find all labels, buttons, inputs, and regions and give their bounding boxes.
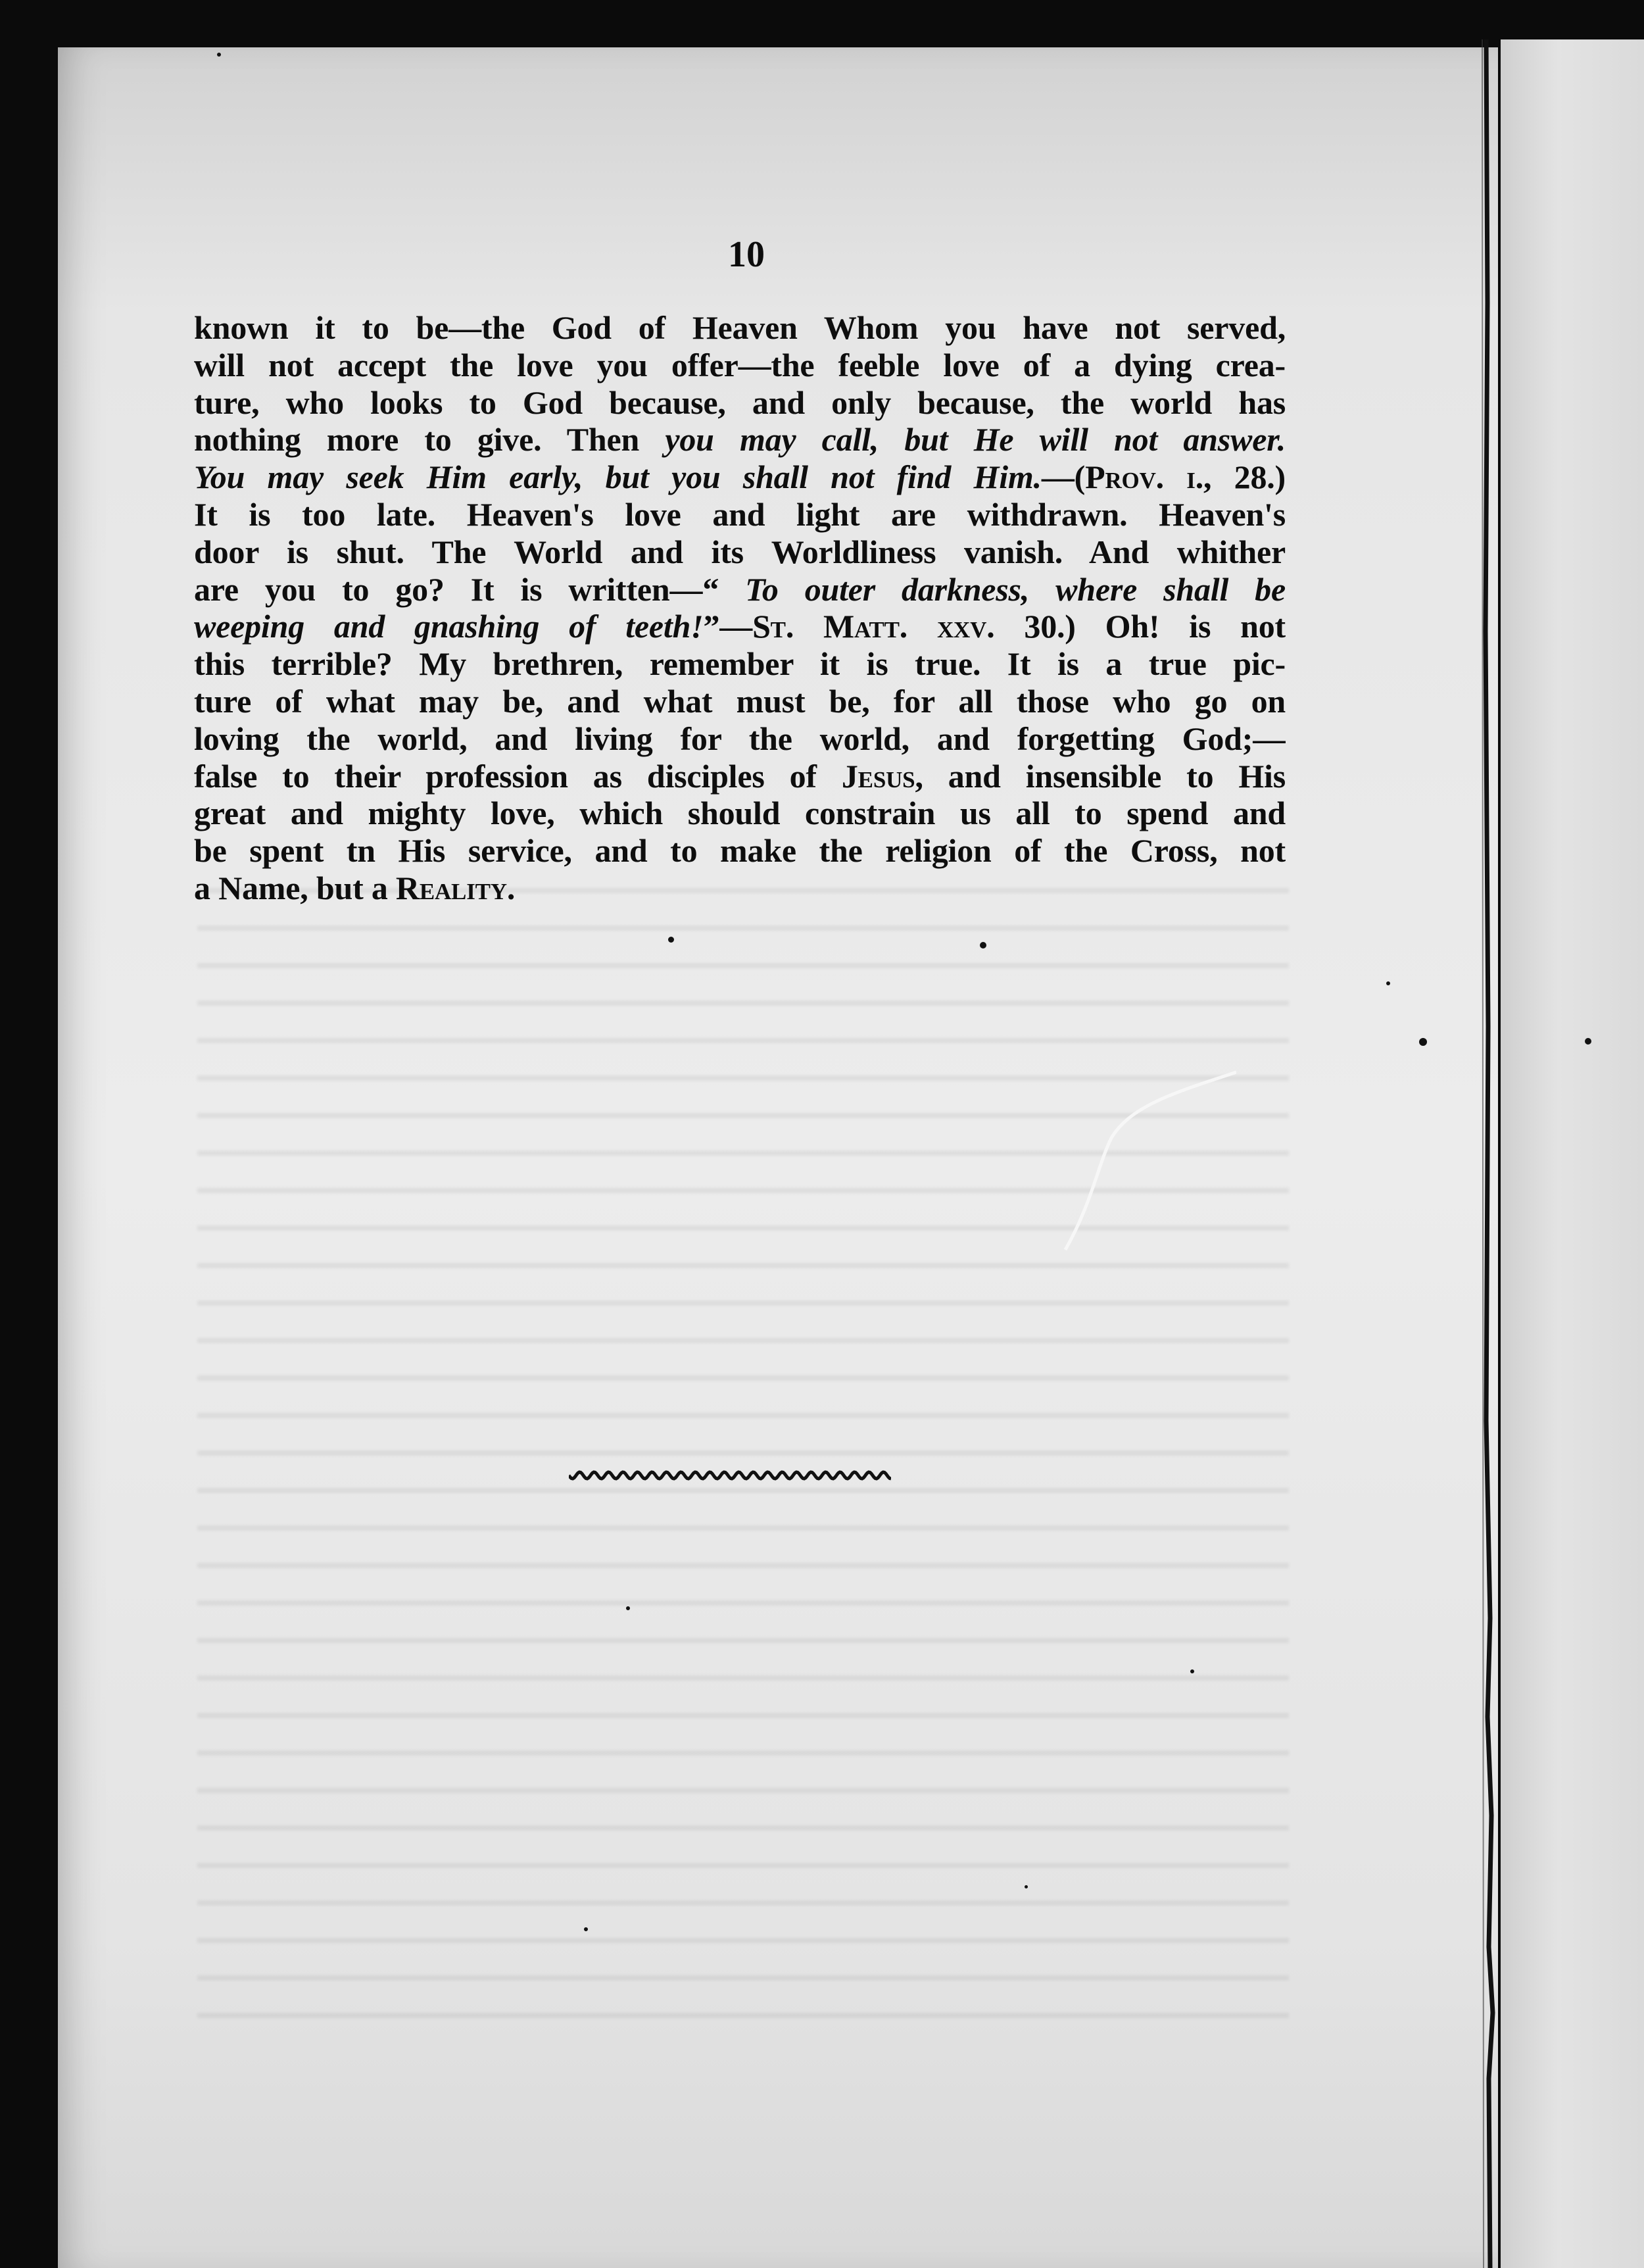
- text-line: [194, 496, 1286, 533]
- page-fold-line: [1477, 39, 1503, 2268]
- ink-speck: [1190, 1669, 1194, 1673]
- end-ornament-rule: [569, 1466, 891, 1485]
- text-run: .: [506, 869, 516, 906]
- text-line: [194, 571, 1286, 608]
- text-line: [194, 347, 1286, 384]
- text-line: [194, 683, 1286, 720]
- text-line: [194, 421, 1286, 458]
- italic-text: To outer darkness, where shall be: [719, 570, 1286, 608]
- paper-scuff: [960, 1066, 1236, 1263]
- body-text: [194, 309, 1286, 907]
- italic-text: You may seek Him early, but you shall not find Him.: [194, 458, 1042, 496]
- show-through-texture: [197, 862, 1289, 2026]
- text-run: ture of what may be, and what must be, for all those who go on: [194, 682, 1286, 720]
- next-page-edge: [1501, 39, 1644, 2268]
- text-run: are you to go? It is written—“: [194, 570, 719, 608]
- text-run: ”—: [703, 608, 753, 645]
- text-run: , 28.): [1203, 458, 1286, 496]
- text-line: [194, 870, 1286, 907]
- text-line: [194, 720, 1286, 758]
- text-line: [194, 458, 1286, 496]
- text-run: be spent tn His service, and to make the religion of the Cross, not: [194, 832, 1286, 870]
- text-run: loving the world, and living for the world, and forgetting God;—: [194, 720, 1286, 757]
- text-line: [194, 795, 1286, 832]
- ink-speck: [1025, 1885, 1028, 1888]
- text-run: It is too late. Heaven's love and light are withdrawn. Heaven's: [194, 495, 1286, 533]
- text-run: known it to be—the God of Heaven Whom you have not served,: [194, 309, 1286, 346]
- ink-speck: [980, 942, 986, 949]
- text-run: door is shut. The World and its Worldliness vanish. And whither: [194, 533, 1286, 570]
- ink-speck: [1585, 1038, 1591, 1045]
- text-run: great and mighty love, which should constrain us all to spend and: [194, 795, 1286, 832]
- text-line: [194, 758, 1286, 795]
- ink-speck: [668, 937, 674, 943]
- small-caps-text: St. Matt. xxv.: [752, 608, 995, 645]
- small-caps-text: Jesus: [841, 757, 915, 795]
- text-run: 30.) Oh! is not: [994, 608, 1286, 645]
- text-run: false to their profession as disciples of: [194, 757, 842, 795]
- small-caps-text: Reality: [395, 869, 507, 906]
- text-run: this terrible? My brethren, remember it is true. It is a true pic-: [194, 645, 1286, 683]
- text-line: [194, 608, 1286, 645]
- italic-text: you may call, but He will not answer.: [665, 421, 1286, 458]
- page-number: 10: [728, 234, 765, 275]
- ink-speck: [1419, 1038, 1427, 1046]
- ink-speck: [1386, 981, 1390, 985]
- text-line: [194, 309, 1286, 347]
- text-run: ture, who looks to God because, and only because, the world has: [194, 383, 1286, 421]
- italic-text: weeping and gnashing of teeth!: [194, 608, 704, 645]
- text-run: will not accept the love you offer—the feeble love of a dying crea-: [194, 346, 1286, 383]
- small-caps-text: Prov. i.: [1085, 458, 1204, 496]
- text-line: [194, 533, 1286, 571]
- text-line: [194, 645, 1286, 683]
- text-run: , and insensible to His: [915, 757, 1286, 795]
- text-run: a Name, but a: [194, 869, 396, 906]
- text-line: [194, 832, 1286, 870]
- text-run: —(: [1041, 458, 1086, 496]
- ink-speck: [584, 1927, 588, 1931]
- text-run: nothing more to give. Then: [194, 421, 665, 458]
- text-line: [194, 384, 1286, 422]
- ink-speck: [217, 53, 221, 57]
- ink-speck: [626, 1606, 630, 1610]
